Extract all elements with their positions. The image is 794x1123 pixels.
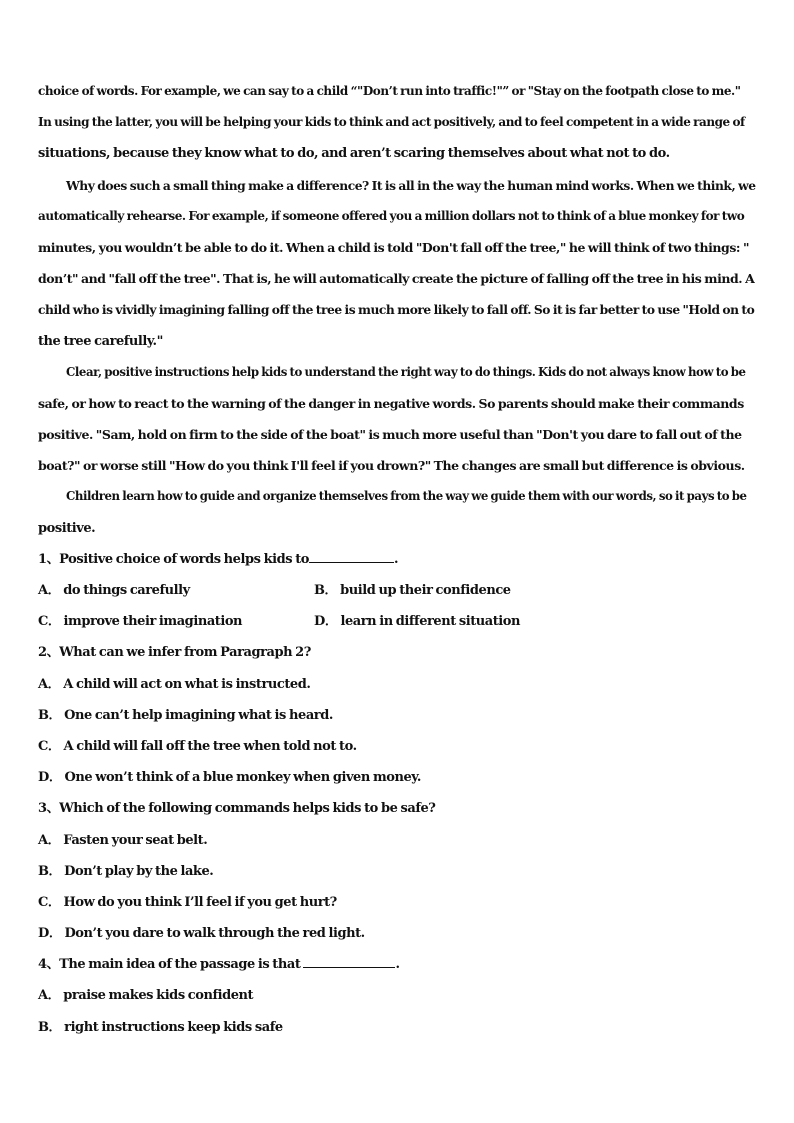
question-4-option-b[interactable]: B． right instructions keep kids safe — [38, 1019, 283, 1035]
question-2-option-c[interactable]: C． A child will fall off the tree when told not to. — [38, 738, 357, 754]
question-1-stem-text: 1、Positive choice of words helps kids to — [38, 551, 309, 567]
passage-line: Children learn how to guide and organize themselves from the way we guide them with our words, so it pays to be — [66, 489, 747, 504]
question-3-option-a[interactable]: A． Fasten your seat belt. — [38, 832, 208, 848]
question-2-stem: 2、What can we infer from Paragraph 2? — [38, 645, 311, 661]
question-1-option-a[interactable]: A． do things carefully — [38, 583, 190, 598]
question-3-stem: 3、Which of the following commands helps kids to be safe? — [38, 801, 436, 817]
question-1-option-b[interactable]: B． build up their confidence — [314, 583, 511, 598]
question-1-option-d[interactable]: D． learn in different situation — [314, 614, 521, 630]
passage-line: Clear, positive instructions help kids to understand the right way to do things. Kids do not always know how to be — [66, 364, 746, 379]
question-3-option-b[interactable]: B． Don’t play by the lake. — [38, 863, 214, 879]
passage-line: don’t" and "fall off the tree". That is, he will automatically create the picture of falling off the tree in his mind. A — [38, 271, 755, 287]
passage-line: positive. — [38, 520, 96, 536]
answer-blank — [303, 952, 395, 968]
question-4-stem-end: . — [395, 957, 400, 973]
passage-line: Why does such a small thing make a difference? It is all in the way the human mind works. When we think, we — [66, 177, 756, 193]
passage-line: choice of words. For example, we can say to a child “"Don’t run into traffic!"” or "Stay on the footpath close to me." — [38, 84, 741, 98]
question-3-option-d[interactable]: D． Don’t you dare to walk through the red light. — [38, 926, 365, 942]
question-4-stem — [38, 949, 756, 980]
passage-line: positive. "Sam, hold on firm to the side of the boat" is much more useful than "Don't you dare to fall out of the — [38, 427, 742, 443]
document-page — [38, 76, 756, 1043]
passage-line: the tree carefully." — [38, 333, 163, 349]
question-3-option-c[interactable]: C． How do you think I’ll feel if you get hurt? — [38, 894, 337, 910]
passage-line: automatically rehearse. For example, if someone offered you a million dollars not to think of a blue monkey for two — [38, 208, 745, 223]
question-2-option-d[interactable]: D． One won’t think of a blue monkey when given money. — [38, 770, 421, 786]
passage-line: boat?" or worse still "How do you think I'll feel if you drown?" The changes are small but difference is obvious. — [38, 458, 745, 474]
passage-line: In using the latter, you will be helping your kids to think and act positively, and to feel competent in a wide range of — [38, 115, 745, 130]
answer-blank — [309, 547, 394, 563]
question-4-stem-text: 4、The main idea of the passage is that — [38, 957, 301, 973]
passage-line: safe, or how to react to the warning of the danger in negative words. So parents should make their commands — [38, 395, 744, 411]
passage-line: minutes, you wouldn’t be able to do it. When a child is told "Don't fall off the tree," he will think of two things: " — [38, 239, 750, 255]
question-1-stem-end: . — [393, 551, 399, 567]
question-1-options-row-2 — [38, 606, 756, 637]
passage-line: situations, because they know what to do, and aren’t scaring themselves about what not to do. — [38, 146, 670, 162]
question-1-option-c[interactable]: C． improve their imagination — [38, 614, 243, 630]
passage-line: child who is vividly imagining falling off the tree is much more likely to fall off. So it is far better to use "Hold on to — [38, 302, 755, 318]
question-1-options-row-1 — [38, 575, 756, 606]
question-2-option-b[interactable]: B． One can’t help imagining what is heard. — [38, 707, 333, 723]
question-1-stem — [38, 544, 756, 575]
question-4-option-a[interactable]: A． praise makes kids confident — [38, 988, 254, 1004]
question-2-option-a[interactable]: A． A child will act on what is instructed. — [38, 676, 311, 692]
